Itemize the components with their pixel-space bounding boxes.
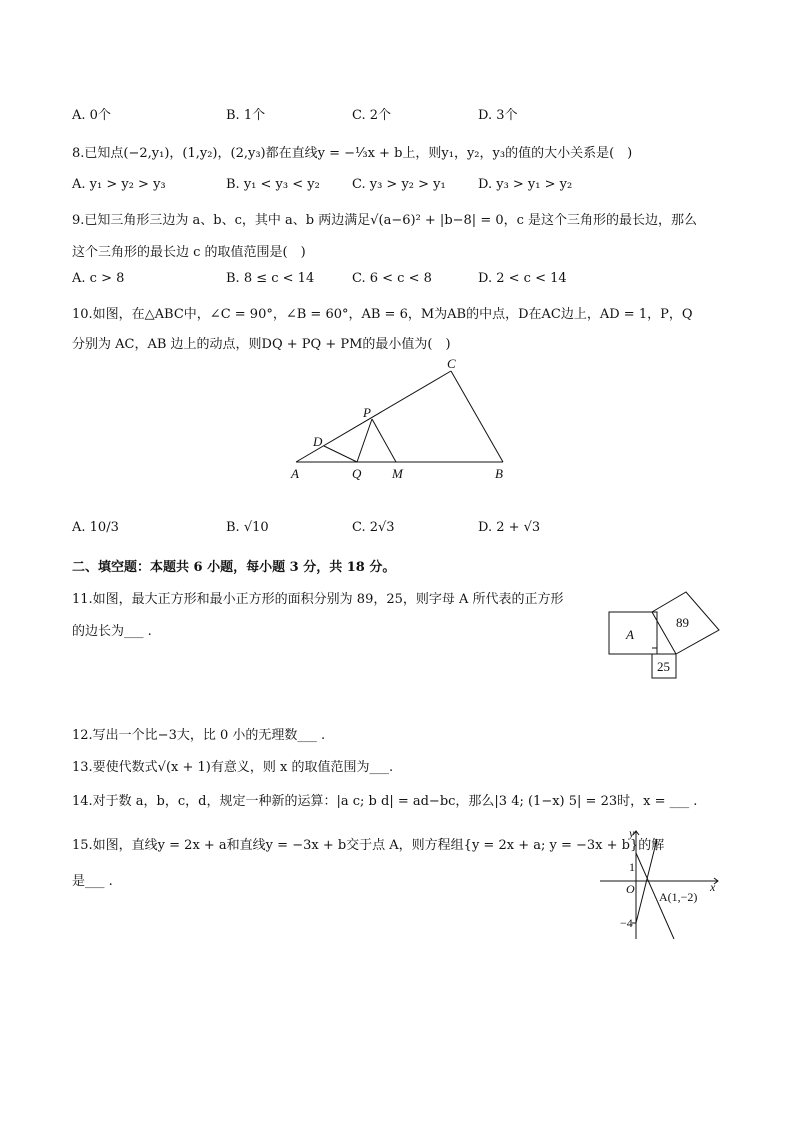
q10-label-a: A (291, 466, 299, 481)
q7-option-b: B. 1个 (226, 108, 266, 123)
q10-triangle-figure (280, 352, 520, 488)
q10-label-q: Q (352, 466, 362, 481)
q7-option-d: D. 3个 (478, 108, 518, 123)
q10-option-d: D. 2 + √3 (478, 520, 541, 535)
q10-label-p: P (363, 405, 371, 420)
q15-axis-x-label: x (710, 880, 716, 894)
q11-label-a: A (626, 627, 634, 642)
q11-squares-figure (604, 582, 724, 682)
q15-tick-1: 1 (629, 860, 635, 874)
q15-origin-label: O (626, 882, 635, 896)
q11-stem-line1: 11.如图，最大正方形和最小正方形的面积分别为 89，25，则字母 A 所代表的正方形 (72, 592, 564, 607)
q12-stem: 12.写出一个比−3大，比 0 小的无理数___ . (72, 728, 326, 743)
q11-label-89: 89 (676, 615, 689, 630)
q7-option-c: C. 2个 (352, 108, 392, 123)
q10-option-c: C. 2√3 (352, 520, 395, 535)
q8-stem: 8.已知点(−2,y₁)，(1,y₂)，(2,y₃)都在直线y = −⅓x + b上，则y₁，y₂，y₃的值的大小关系是( ) (72, 146, 633, 161)
q10-label-d: D (313, 434, 323, 449)
q11-stem-line2: 的边长为___ . (72, 624, 152, 639)
q8-option-b: B. y₁ < y₃ < y₂ (226, 177, 320, 192)
q9-option-d: D. 2 < c < 14 (478, 271, 567, 286)
q9-option-c: C. 6 < c < 8 (352, 271, 432, 286)
q9-option-a: A. c > 8 (72, 271, 125, 286)
q10-option-a: A. 10/3 (72, 520, 119, 535)
q8-option-c: C. y₃ > y₂ > y₁ (352, 177, 446, 192)
q15-stem-line2: 是___ . (72, 874, 113, 889)
q15-axis-y-label: y (629, 826, 635, 840)
q9-option-b: B. 8 ≤ c < 14 (226, 271, 315, 286)
q10-option-b: B. √10 (226, 520, 269, 535)
q10-stem-line2: 分别为 AC，AB 边上的动点，则DQ + PQ + PM的最小值为( ) (72, 337, 451, 352)
q10-label-c: C (447, 356, 456, 371)
q13-stem: 13.要使代数式√(x + 1)有意义，则 x 的取值范围为___. (72, 760, 394, 775)
q9-stem-line1: 9.已知三角形三边为 a、b、c，其中 a、b 两边满足√(a−6)² + |b−8| = 0，c 是这个三角形的最长边，那么 (72, 213, 698, 228)
q8-option-d: D. y₃ > y₁ > y₂ (478, 177, 573, 192)
q10-stem-line1: 10.如图，在△ABC中，∠C = 90°，∠B = 60°，AB = 6，M为AB的中点，D在AC边上，AD = 1，P，Q (72, 307, 693, 322)
q15-stem-line1: 15.如图，直线y = 2x + a和直线y = −3x + b交于点 A，则方程组{y = 2x + a; y = −3x + b}的解 (72, 838, 665, 853)
q15-coordinate-figure (596, 825, 726, 945)
q10-label-b: B (495, 466, 503, 481)
q14-stem: 14.对于数 a，b，c，d，规定一种新的运算：|a c; b d| = ad−bc，那么|3 4; (1−x) 5| = 23时，x = ___ . (72, 794, 698, 809)
section-fill-in-header: 二、填空题：本题共 6 小题，每小题 3 分，共 18 分。 (72, 560, 396, 575)
q15-tick-neg4: −4 (620, 916, 633, 930)
q15-point-a-label: A(1,−2) (659, 890, 698, 904)
q10-label-m: M (392, 466, 403, 481)
q9-stem-line2: 这个三角形的最长边 c 的取值范围是( ) (72, 245, 306, 260)
q8-option-a: A. y₁ > y₂ > y₃ (72, 177, 166, 192)
q11-label-25: 25 (657, 659, 670, 674)
q7-option-a: A. 0个 (72, 108, 111, 123)
